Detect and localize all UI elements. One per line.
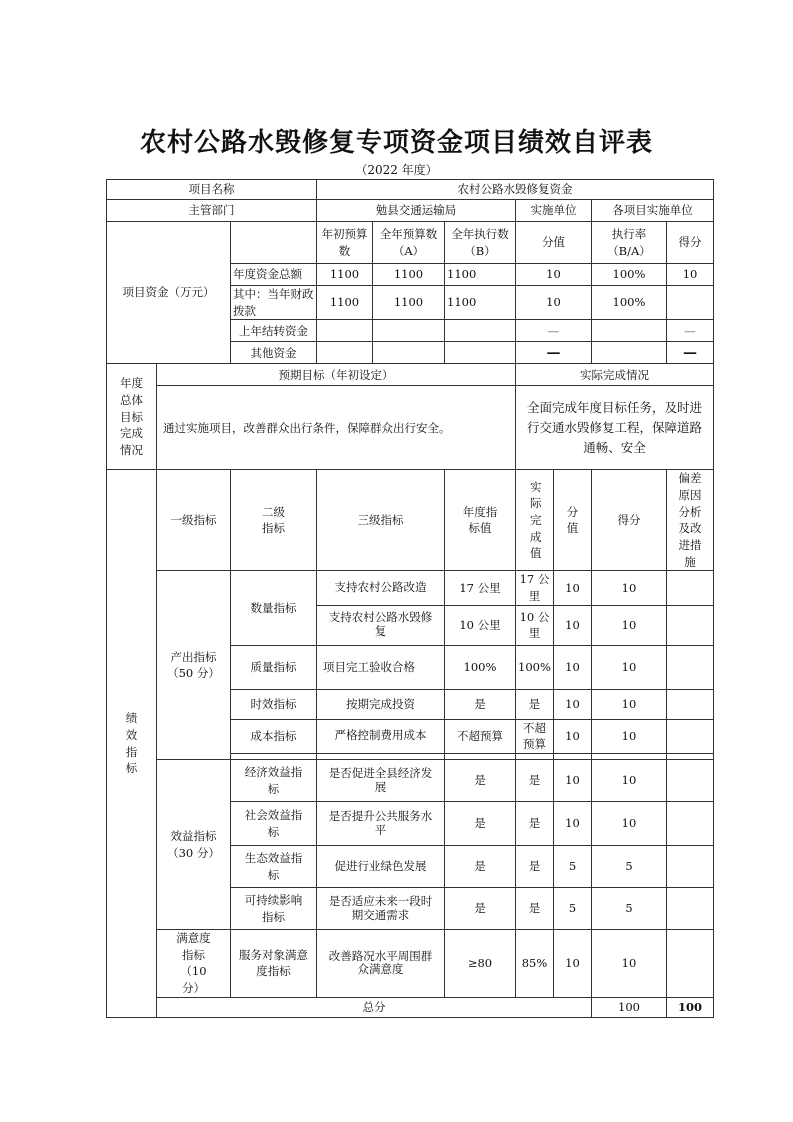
goals-expected-label: 预期目标（年初设定） bbox=[157, 364, 516, 386]
funds-rate: 100% bbox=[592, 286, 667, 320]
indicator-level2: 时效指标 bbox=[231, 689, 317, 719]
indicator-score: 10 bbox=[592, 760, 667, 802]
indicator-deviation bbox=[667, 802, 714, 846]
indicators-header-level3: 三级指标 bbox=[317, 470, 445, 571]
quantity-label: 数量指标 bbox=[231, 571, 317, 645]
indicator-score: 10 bbox=[592, 645, 667, 689]
indicators-section-label: 绩效指标 bbox=[107, 470, 157, 1017]
dept-label: 主管部门 bbox=[107, 200, 317, 222]
indicator-value: 10 bbox=[554, 760, 592, 802]
indicator-level3: 项目完工验收合格 bbox=[317, 645, 445, 689]
indicator-value: 10 bbox=[554, 645, 592, 689]
indicator-value: 10 bbox=[554, 689, 592, 719]
funds-initial bbox=[317, 342, 373, 364]
funds-budget bbox=[373, 342, 445, 364]
dept-value: 勉县交通运输局 bbox=[317, 200, 516, 222]
funds-header-budget: 全年预算数（A） bbox=[373, 222, 445, 264]
indicator-score: 5 bbox=[592, 888, 667, 930]
indicators-header-value: 分值 bbox=[554, 470, 592, 571]
indicator-score: 10 bbox=[592, 930, 667, 998]
funds-header-initial: 年初预算数 bbox=[317, 222, 373, 264]
funds-score bbox=[667, 286, 714, 320]
indicator-target: 是 bbox=[445, 689, 516, 719]
indicator-value: 5 bbox=[554, 888, 592, 930]
indicator-level3: 改善路况水平周围群众满意度 bbox=[317, 930, 445, 998]
indicator-score: 10 bbox=[592, 689, 667, 719]
indicators-header-target: 年度指标值 bbox=[445, 470, 516, 571]
goals-actual-label: 实际完成情况 bbox=[516, 364, 714, 386]
indicator-value: 10 bbox=[554, 802, 592, 846]
indicator-level3: 是否提升公共服务水平 bbox=[317, 802, 445, 846]
funds-header-score-value: 分值 bbox=[516, 222, 592, 264]
funds-budget: 1100 bbox=[373, 264, 445, 286]
funds-initial bbox=[317, 320, 373, 342]
indicators-header-row bbox=[107, 470, 714, 571]
indicator-score: 10 bbox=[592, 605, 667, 645]
funds-score-value: 10 bbox=[516, 286, 592, 320]
indicator-level2: 可持续影响指标 bbox=[231, 888, 317, 930]
dept-row bbox=[107, 200, 714, 222]
indicator-deviation bbox=[667, 930, 714, 998]
funds-header-executed: 全年执行数（B） bbox=[445, 222, 516, 264]
indicator-score: 10 bbox=[592, 802, 667, 846]
indicators-header-level2: 二级指标 bbox=[231, 470, 317, 571]
funds-score-value: — bbox=[516, 320, 592, 342]
indicator-target: 是 bbox=[445, 888, 516, 930]
indicator-target: 是 bbox=[445, 760, 516, 802]
indicator-row bbox=[107, 760, 714, 802]
indicator-actual: 85% bbox=[516, 930, 554, 998]
goals-expected-text: 通过实施项目，改善群众出行条件，保障群众出行安全。 bbox=[157, 386, 516, 470]
indicator-target: 17 公里 bbox=[445, 571, 516, 605]
indicator-actual: 是 bbox=[516, 760, 554, 802]
indicator-actual: 10 公里 bbox=[516, 605, 554, 645]
total-value: 100 bbox=[592, 997, 667, 1017]
funds-header-score: 得分 bbox=[667, 222, 714, 264]
indicator-level2: 服务对象满意度指标 bbox=[231, 930, 317, 998]
funds-executed: 1100 bbox=[445, 286, 516, 320]
funds-row-label: 其中：当年财政拨款 bbox=[231, 286, 317, 320]
indicator-deviation bbox=[667, 605, 714, 645]
total-score: 100 bbox=[667, 997, 714, 1017]
funds-rate bbox=[592, 342, 667, 364]
indicator-actual: 17 公里 bbox=[516, 571, 554, 605]
evaluation-table bbox=[106, 179, 714, 1018]
indicator-target: ≥80 bbox=[445, 930, 516, 998]
funds-row-label: 年度资金总额 bbox=[231, 264, 317, 286]
total-row bbox=[107, 997, 714, 1017]
indicator-level3: 严格控制费用成本 bbox=[317, 719, 445, 753]
indicator-level3: 促进行业绿色发展 bbox=[317, 846, 445, 888]
funds-score-value: — bbox=[516, 342, 592, 364]
indicator-target: 不超预算 bbox=[445, 719, 516, 753]
funds-rate bbox=[592, 320, 667, 342]
indicators-header-level1: 一级指标 bbox=[157, 470, 231, 571]
goals-content-row bbox=[107, 386, 714, 470]
indicator-value: 5 bbox=[554, 846, 592, 888]
indicator-target: 10 公里 bbox=[445, 605, 516, 645]
funds-initial: 1100 bbox=[317, 264, 373, 286]
indicator-level2: 社会效益指标 bbox=[231, 802, 317, 846]
benefit-label: 效益指标（30 分） bbox=[157, 760, 231, 930]
indicator-target: 100% bbox=[445, 645, 516, 689]
funds-budget: 1100 bbox=[373, 286, 445, 320]
funds-executed bbox=[445, 320, 516, 342]
impl-label: 实施单位 bbox=[516, 200, 592, 222]
funds-executed bbox=[445, 342, 516, 364]
goals-actual-text: 全面完成年度目标任务，及时进行交通水毁修复工程，保障道路通畅、安全 bbox=[516, 386, 714, 470]
indicator-value: 10 bbox=[554, 605, 592, 645]
indicator-deviation bbox=[667, 689, 714, 719]
project-name-row bbox=[107, 180, 714, 200]
project-name-label: 项目名称 bbox=[107, 180, 317, 200]
indicator-target: 是 bbox=[445, 802, 516, 846]
page-subtitle: （2022 年度） bbox=[355, 163, 438, 177]
funds-initial: 1100 bbox=[317, 286, 373, 320]
indicators-header-actual: 实际完成值 bbox=[516, 470, 554, 571]
funds-header-rate: 执行率（B/A） bbox=[592, 222, 667, 264]
indicator-level3: 支持农村公路水毁修复 bbox=[317, 605, 445, 645]
total-label: 总分 bbox=[157, 997, 592, 1017]
indicator-level2: 生态效益指标 bbox=[231, 846, 317, 888]
indicator-actual: 是 bbox=[516, 888, 554, 930]
indicator-deviation bbox=[667, 571, 714, 605]
indicator-score: 10 bbox=[592, 571, 667, 605]
indicator-row bbox=[107, 930, 714, 998]
indicator-level2: 经济效益指标 bbox=[231, 760, 317, 802]
funds-rate: 100% bbox=[592, 264, 667, 286]
indicator-level3: 按期完成投资 bbox=[317, 689, 445, 719]
indicator-actual: 100% bbox=[516, 645, 554, 689]
funds-score: — bbox=[667, 342, 714, 364]
funds-score: — bbox=[667, 320, 714, 342]
indicator-actual: 是 bbox=[516, 846, 554, 888]
indicator-deviation bbox=[667, 719, 714, 753]
page-title: 农村公路水毁修复专项资金项目绩效自评表 bbox=[139, 128, 653, 158]
satisfaction-label: 满意度指标（10 分） bbox=[157, 930, 231, 998]
goals-label: 年度总体目标完成情况 bbox=[107, 364, 157, 470]
indicator-level3: 是否促进全县经济发展 bbox=[317, 760, 445, 802]
indicator-deviation bbox=[667, 846, 714, 888]
goals-header-row bbox=[107, 364, 714, 386]
indicator-level3: 是否适应未来一段时期交通需求 bbox=[317, 888, 445, 930]
funds-executed: 1100 bbox=[445, 264, 516, 286]
indicator-level2: 质量指标 bbox=[231, 645, 317, 689]
indicator-deviation bbox=[667, 760, 714, 802]
output-label: 产出指标（50 分） bbox=[157, 571, 231, 760]
indicator-value: 10 bbox=[554, 930, 592, 998]
indicator-actual: 不超预算 bbox=[516, 719, 554, 753]
indicator-deviation bbox=[667, 645, 714, 689]
indicator-value: 10 bbox=[554, 571, 592, 605]
funds-score: 10 bbox=[667, 264, 714, 286]
project-name-value: 农村公路水毁修复资金 bbox=[317, 180, 714, 200]
funds-row-label: 上年结转资金 bbox=[231, 320, 317, 342]
impl-value: 各项目实施单位 bbox=[592, 200, 714, 222]
indicator-level2: 成本指标 bbox=[231, 719, 317, 753]
funds-header-row bbox=[107, 222, 714, 264]
indicator-row bbox=[107, 571, 714, 605]
indicator-actual: 是 bbox=[516, 689, 554, 719]
indicator-target: 是 bbox=[445, 846, 516, 888]
indicator-level3: 支持农村公路改造 bbox=[317, 571, 445, 605]
indicators-header-deviation: 偏差原因分析及改进措施 bbox=[667, 470, 714, 571]
funds-score-value: 10 bbox=[516, 264, 592, 286]
funds-budget bbox=[373, 320, 445, 342]
indicator-actual: 是 bbox=[516, 802, 554, 846]
funds-row-label: 其他资金 bbox=[231, 342, 317, 364]
indicator-value: 10 bbox=[554, 719, 592, 753]
indicator-score: 10 bbox=[592, 719, 667, 753]
indicators-header-score: 得分 bbox=[592, 470, 667, 571]
funds-blank-header bbox=[231, 222, 317, 264]
indicator-score: 5 bbox=[592, 846, 667, 888]
indicator-deviation bbox=[667, 888, 714, 930]
funds-label: 项目资金（万元） bbox=[107, 222, 231, 364]
